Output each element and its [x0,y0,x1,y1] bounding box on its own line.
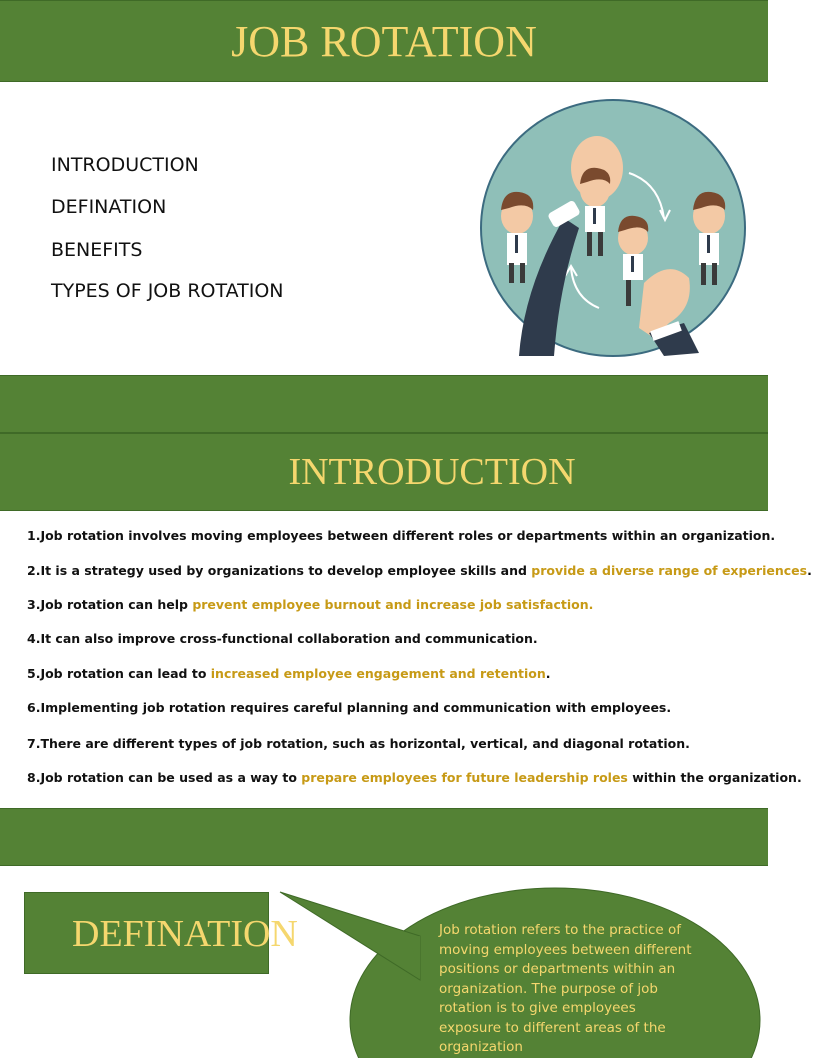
definition-title: DEFINATION [72,913,298,955]
intro-point-5: 5.Job rotation can lead to increased employee engagement and retention. [27,666,551,681]
separator-band [0,375,768,433]
intro-point-6: 6.Implementing job rotation requires careful planning and communication with employees. [27,700,672,715]
toc-item-benefits: BENEFITS [51,239,143,261]
job-rotation-people-icon [479,98,747,358]
intro-point-2: 2.It is a strategy used by organizations to develop employee skills and provide a diverse range of experiences. [27,563,812,578]
intro-point-1: 1.Job rotation involves moving employees between different roles or departments within an organization. [27,528,776,543]
intro-point-3: 3.Job rotation can help prevent employee burnout and increase job satisfaction. [27,597,594,612]
page-title: JOB ROTATION [231,17,537,66]
intro-point-7: 7.There are different types of job rotation, such as horizontal, vertical, and diagonal rotation. [27,736,690,751]
introduction-title: INTRODUCTION [288,451,576,493]
definition-text: Job rotation refers to the practice of moving employees between different positions or departments within an organization. The purpose of job rotation is to give employees exposure to different areas of the organization [439,922,692,1055]
intro-point-8: 8.Job rotation can be used as a way to prepare employees for future leadership roles within the organization. [27,770,802,785]
toc-item-introduction: INTRODUCTION [51,154,199,176]
lower-separator-band [0,808,768,866]
toc-item-types: TYPES OF JOB ROTATION [51,280,284,302]
intro-point-4: 4.It can also improve cross-functional collaboration and communication. [27,631,538,646]
toc-item-defination: DEFINATION [51,196,167,218]
